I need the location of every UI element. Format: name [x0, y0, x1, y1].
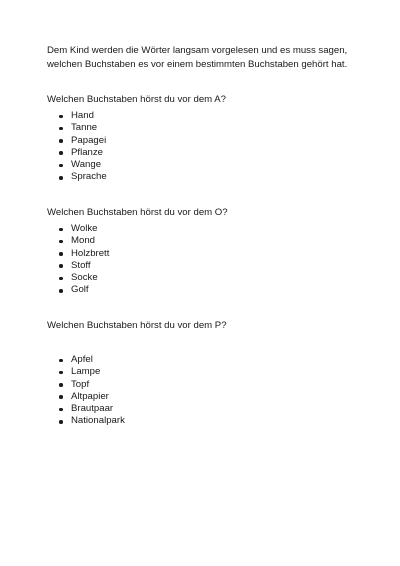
list-item-text: Topf	[71, 378, 90, 390]
question-a: Welchen Buchstaben hörst du vor dem A?	[47, 94, 227, 105]
bullet-icon	[59, 240, 63, 244]
bullet-icon	[59, 115, 63, 119]
list-item-text: Stoff	[71, 259, 91, 271]
list-item-text: Mond	[71, 235, 95, 247]
word-list-p	[57, 354, 125, 428]
instructions-paragraph	[47, 44, 377, 72]
bullet-icon	[59, 277, 63, 281]
bullet-icon	[59, 164, 63, 168]
bullet-icon	[59, 264, 63, 268]
instructions-line-1: Dem Kind werden die Wörter langsam vorgelesen und es muss sagen,	[47, 45, 348, 56]
bullet-icon	[59, 383, 63, 387]
list-item	[57, 223, 109, 235]
list-item	[57, 135, 107, 147]
list-item-text: Hand	[71, 110, 94, 121]
list-item-text: Brautpaar	[71, 403, 114, 415]
instructions-line-2: welchen Buchstaben es vor einem bestimmten Buchstaben gehört hat.	[47, 59, 348, 70]
bullet-icon	[59, 228, 63, 232]
word-list-a	[57, 110, 107, 184]
bullet-icon	[59, 139, 63, 143]
bullet-icon	[59, 420, 63, 424]
bullet-icon	[59, 359, 63, 363]
list-item	[57, 391, 125, 403]
list-item-text: Wolke	[71, 223, 98, 234]
question-o: Welchen Buchstaben hörst du vor dem O?	[47, 207, 228, 218]
list-item	[57, 415, 125, 427]
word-list-o	[57, 223, 109, 297]
list-item	[57, 147, 107, 159]
question-p: Welchen Buchstaben hörst du vor dem P?	[47, 320, 227, 331]
list-item-text: Golf	[71, 284, 89, 296]
bullet-icon	[59, 408, 63, 412]
list-item	[57, 122, 107, 134]
list-item-text: Sprache	[71, 171, 107, 183]
list-item	[57, 379, 125, 391]
list-item	[57, 284, 109, 296]
bullet-icon	[59, 289, 63, 293]
list-item-text: Pflanze	[71, 146, 103, 158]
list-item	[57, 248, 109, 260]
list-item	[57, 354, 125, 366]
list-item-text: Wange	[71, 159, 102, 171]
list-item	[57, 159, 107, 171]
list-item	[57, 110, 107, 122]
list-item	[57, 171, 107, 183]
list-item	[57, 272, 109, 284]
list-item	[57, 260, 109, 272]
list-item-text: Nationalpark	[71, 415, 125, 427]
list-item-text: Papagei	[71, 134, 107, 146]
bullet-icon	[59, 371, 63, 375]
list-item	[57, 366, 125, 378]
list-item	[57, 403, 125, 415]
list-item	[57, 235, 109, 247]
bullet-icon	[59, 252, 63, 256]
bullet-icon	[59, 151, 63, 155]
bullet-icon	[59, 395, 63, 399]
bullet-icon	[59, 127, 63, 131]
list-item-text: Holzbrett	[71, 247, 110, 259]
list-item-text: Tanne	[71, 122, 98, 134]
list-item-text: Socke	[71, 272, 98, 284]
list-item-text: Altpapier	[71, 390, 109, 402]
list-item-text: Apfel	[71, 354, 93, 365]
list-item-text: Lampe	[71, 366, 101, 378]
bullet-icon	[59, 176, 63, 180]
